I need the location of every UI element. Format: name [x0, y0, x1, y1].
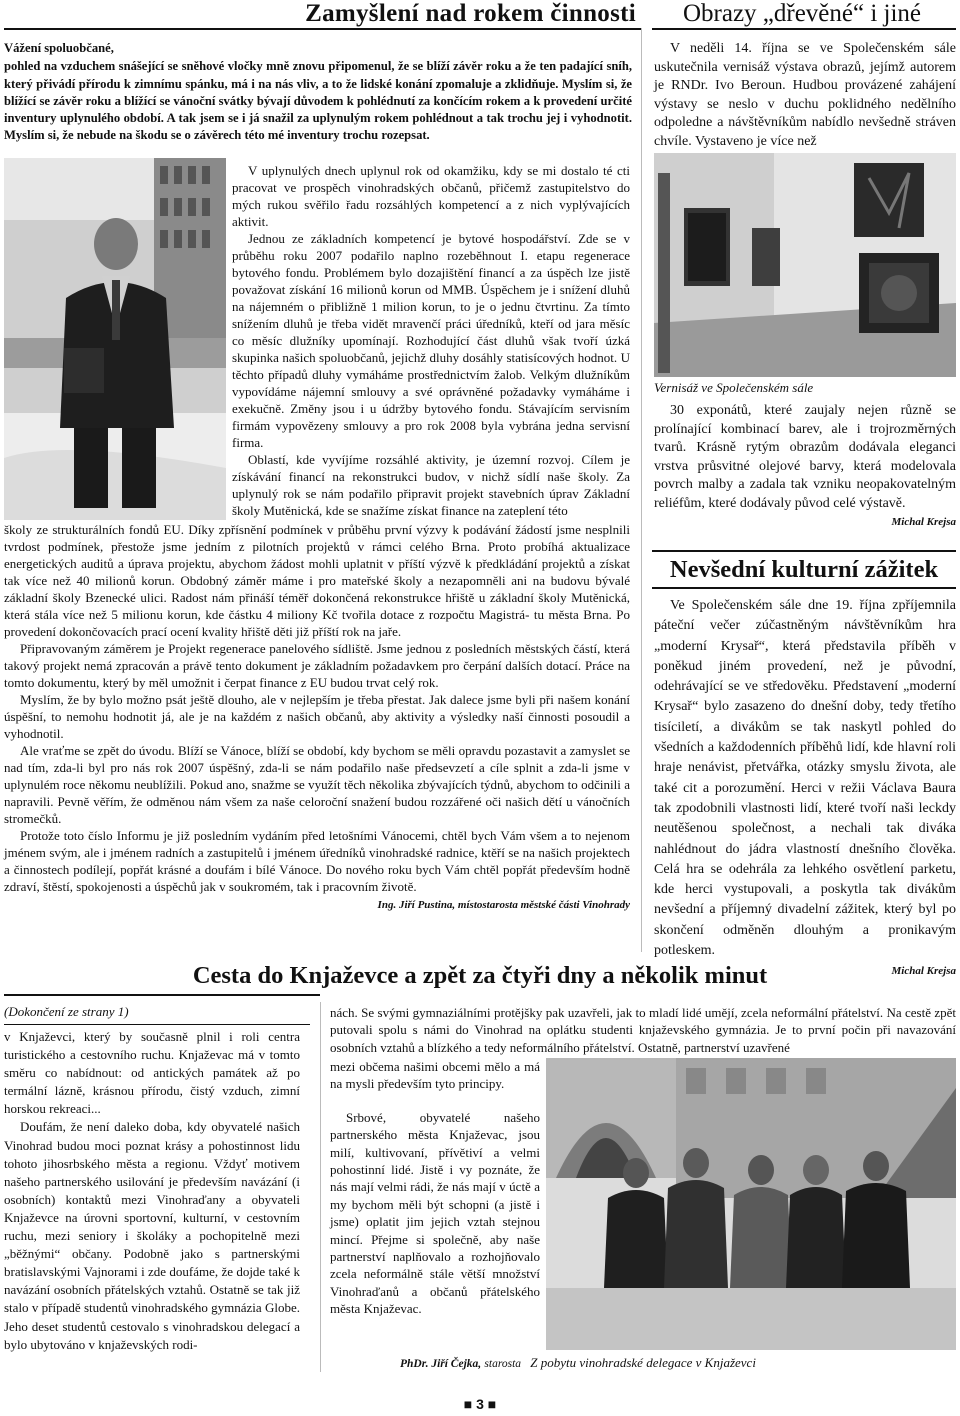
main-paragraph-4: Připravovaným záměrem je Projekt regenerace panelového sídliště. Jsme jednou z posledních městských částí, která takový projekt nemá zpracován a právě tento dokument je základním požadavkem pro čerpání dalších dotací. Práce na tomto dokumentu, který by měl umožnit i čerpat finance z EU budou trvat celý rok.: [4, 641, 630, 690]
gallery-article-title: Obrazy „dřevěné“ i jiné: [682, 0, 922, 27]
delegation-caption: Z pobytu vinohradské delegace v Knjaževci: [530, 1355, 756, 1370]
main-paragraph-7: Protože toto číslo Informu je již posledním vydáním před letošními Vánocemi, chtěl bych Vám všem a to nejenom jménem svým, ale i jménem radních a zastupitelů i jménem úředníků vinohradské radnice, ktěří se na našich projektech a činnostech podílejí, popřát krásné a doufám i bílé Vánoce. Do nového roku bych Vám chtěl popřát především hodně zdraví, štěstí, spokojenosti a úspěchů jak v soukromém, tak i pracovním životě.: [4, 828, 630, 894]
trip-left-paragraph-1: v Knjaževci, který by současně plnil i roli centra turistického a cestovního ruchu. Knjaževac má v tomto směru co nabídnout: od antických památek až po termální lázně, krásnou přírodu, čistý vzduch, zimní horskou rekreaci...: [4, 1029, 300, 1117]
gallery-caption: Vernisáž ve Společenském sále: [654, 380, 814, 395]
intro-paragraph: pohled na vzduchem snášející se sněhové vločky mně znovu připomenul, že se blíží závěr roku a že ten padající sníh, který přivádí přírodu k zimnímu spánku, má i na nás vliv, a to že lidské konání zpomaluje a zklidňuje. Myslím si, že blížící se závěr roku a blížící se vánoční svátky bývají důvodem k pohlédnutí za končícím rokem a k provedení určité inventury uplynulého období. A tak jsem se i já snažil za uplynulým rokem pohlédnout a tak trochu jej i vyhodnotit. Myslím si, že nebude na škodu se o závěrech této mé inventury trochu rozepsat.: [4, 59, 632, 143]
trip-signature: PhDr. Jiří Čejka,: [400, 1358, 482, 1370]
page-number: ■ 3 ■: [463, 1396, 497, 1412]
trip-top-wide: nách. Se svými gymnaziálními protějšky pak uzavřeli, jak to mladí lidé umějí, zcela neformální přátelství. Na cestě zpět putovali spolu s námi do Vinohrad na oplátku studenti knjaževského gymnázia. Je to první počin při navazování osobních vztahů a blízkého a tedy neformálního přátelství. Ostatně, partnerství uzavřené: [330, 1005, 956, 1055]
greeting: Vážení spoluobčané,: [4, 41, 114, 55]
trip-article-title: Cesta do Knjaževce a zpět za čtyři dny a několik minut: [192, 962, 768, 989]
main-paragraph-5: Myslím, že by bylo možno psát ještě dlouho, ale v nejlepším je třeba přestat. Jak dalece jsme byli při našem konání úspěšní, to nemohu hodnotit já, ale je na každém z našich občanů, aby aktivity a výsledky naší činnosti posoudil a vyhodnotil.: [4, 692, 630, 741]
main-paragraph-2: Jednou ze základních kompetencí je bytové hospodářství. Zde se v průběhu roku 2007 podařilo naplno rozeběhnout I. etapu regenerace bytového fondu. Problémem bylo dozajištění financí a za úspěch lze jistě považovat získání 16 milionů korun od MMB. Úspěchem je i snížení dluhů na nájemném o přibližně 1 milion korun, to je o jednu čtvrtinu. Za tímto snížením dluhů je třeba vidět mravenčí práci úředníků, kteří od jara měsíc co měsíc dlužníky upomínají. Rozhodující část dluhů však tvoří úzká skupinka našich spoluobčanů, jejichž dluhy dosáhly statisícových hodnot. U těchto případů dluhy vymáháme prostřednictvím žalob. Velkým dlužníkům vypovídáme nájemní smlouvy a své oprávněné požadavky vymáháme i exekučně. Změny jsou i u údržby bytového fondu. Stávajícím servisním firmám vypovězeny smlouvy a pro rok 2008 byla vybrána jedna servisní firma.: [232, 231, 630, 450]
main-article-title: Zamyšlení nad rokem činnosti: [305, 0, 636, 27]
square-bullet-right-icon: ■: [487, 1396, 497, 1412]
main-paragraph-3-wide: školy ze strukturálních fondů EU. Díky zpřísnění podmínek v průběhu první výzvy k podávání žádostí jsme nesplnili tvrdost podmínek, přestože jsme jedním z pilotních projektů v rámci celého Brna. Proto probíhá aktualizace energetických auditů a úprava projektu, abychom žádost mohli uplatnit v příští výzvě k předkládání projektů a získat tak více než 40 milionů korun. Obdobný záměr máme i pro mateřské školy a nezapomněli ani na budovu bývalé základní školy Bzenecké ulici. Radost nám přináší téměř dokončená rekonstrukce hřiště u základní školy Mutěnická, která stála více než 5 milionu korun, kde částku 4 miliony Kč tvořila dotace z rozpočtu Magistrá- tu města Brna. Po provedení dokončovacích prací ocení kvality hřiště děti již příští rok na jaře.: [4, 522, 630, 639]
gallery-photo: [654, 153, 956, 377]
trip-left-paragraph-2: Doufám, že není daleko doba, kdy obyvatelé našich Vinohrad budou moci poznat krásy a pohostinnost lidu tohoto jihosrbského města a regionu. Vždyť motivem našeho partnerského usilování je především navázání (i osobních) kontaktů mezi Vinohraďany a obyvateli Knjaževce na úrovni sportovní, kulturní, v cestovním ruchu, mezi seniory i školáky a pochopitelně mezi „běžnými“ občany. Podobně jako s partnerskými bratislavskými Vajnorami i zde doufáme, že dojde také k navázání osobních přátelských vztahů. Ostatně se tak již stalo v případě studentů vinohradského gymnázia Globe. Jeho deset studentů cestovalo s vinohradskou delegací a bylo ubytováno v knjaževských rodi-: [4, 1119, 300, 1352]
main-signature: Ing. Jiří Pustina, místostarosta městské části Vinohrady: [377, 899, 630, 911]
delegation-photo: [546, 1058, 956, 1350]
theatre-paragraph-1: Ve Společenském sále dne 19. října zpříjemnila páteční večer zúčastněným návštěvníkům hra „moderní Krysař“, která představila příběh v poněkud jiném provedení, než je původní, odehrávající se ve středověku. Představení „moderní Krysař“ bylo zasazeno do dnešní doby, tedy třetího tisíciletí, a divákům se tak naskytl pohled do všedních a každodenních příběhů lidí, kde hlavní roli hraje nenávist, přetvářka, otázky smyslu života, ale také cit a porozumění. Herci v režii Václava Baura tak zpodobnili vlastnosti lidí, které tvoří naši leckdy neutěšenou společnost, a nechali tak diváka nahlédnout do jádra vlastností dnešního člověka. Celá hra se odehrála za lehkého osvětlení parketu, kde herci vystupovali, a poskytla tak divákům nevšední a příjemný divadelní zážitek, který byl po skončení odměněn dlouhým a pronikavým potleskem.: [654, 598, 956, 959]
main-paragraph-3-narrow: Oblastí, kde vyvíjíme rozsáhlé aktivity, je územní rozvoj. Cílem je získávání financí na rekonstrukci budov, v nichž sídlí naše školy. Za uplynulý rok se nám podařilo připravit projekt stavebních úprav Základní školy Mutěnická, kde se snažíme získat finance na zateplení této: [232, 452, 630, 518]
portrait-photo: [4, 158, 226, 520]
square-bullet-left-icon: ■: [463, 1396, 473, 1412]
gallery-paragraph-2: 30 exponátů, které zaujaly nejen různě se prolínající kombinací barev, ale i trojrozměrných tvarů. Krásně rytým obrazům dodávala eleganci vrstva průsvitné olejové barvy, která modelovala povrch malby a zadala tak vzniku neopakovatelným reliéfům, které dodávaly původ celé výstavě.: [654, 403, 956, 511]
gallery-signature: Michal Krejsa: [891, 516, 956, 528]
trip-mid-paragraph-1: mezi občema našimi obcemi mělo a má na mysli především tyto principy.: [330, 1059, 540, 1092]
trip-mid-paragraph-2: Srbové, obyvatelé našeho partnerského města Knjaževac, jsou milí, kultivovaní, přívětiví a velmi pohostinní lidé. Jistě i vy poznáte, že nás mají velmi rádi, že nás mají v úctě a my bychom měli být schopni (a jistě i jsme) oplatit jim jejich vztah stejnou mincí. Přejme si společně, aby naše partnerství naplňovalo a rozhojňovalo zcela neformálně stále větší množství Vinohraďanů a občanů přátelského města Knjaževac.: [330, 1109, 540, 1317]
theatre-article-title: Nevšední kulturní zážitek: [669, 556, 939, 583]
main-paragraph-1: V uplynulých dnech uplynul rok od okamžiku, kdy se mi dostalo té cti pracovat ve prospěch vinohradských občanů, přičemž zastupitelstvo do mých rukou svěřilo řadu rozsáhlých kompetencí a z nich vyplývajících aktivit.: [232, 163, 630, 229]
main-paragraph-6: Ale vraťme se zpět do úvodu. Blíží se Vánoce, blíží se období, kdy bychom se měli opravdu pozastavit a zamyslet se nad tím, zda-li byl pro nás rok 2007 úspěšný, zda-li se nám podařilo naše předsevzetí a cíle splnit a zda-li jsme v uplynulém roce někomu neublížili. Pokud ano, snažme se využít těch několika zbývajících týdnů, abychom to odčinili a napravili. Pevně věřím, že odměnou nám všem za naše celoroční snažení budou rozzářené oči našich dětí u vánočních stromečků.: [4, 743, 630, 826]
trip-signature-role: starosta: [484, 1358, 522, 1370]
theatre-signature: Michal Krejsa: [891, 965, 956, 978]
gallery-paragraph-1: V neděli 14. října se ve Společenském sále uskutečnila vernisáž výstava obrazů, jejímž autorem je RNDr. Ivo Beroun. Hudbou provázené zahájení výstavy se neslo v duchu poklidného nedělního odpoledne a návštěvníkům nabídlo nevšedně stráven chvíle. Vystaveno je více než: [654, 41, 956, 149]
continued-note: (Dokončení ze strany 1): [4, 1004, 129, 1019]
